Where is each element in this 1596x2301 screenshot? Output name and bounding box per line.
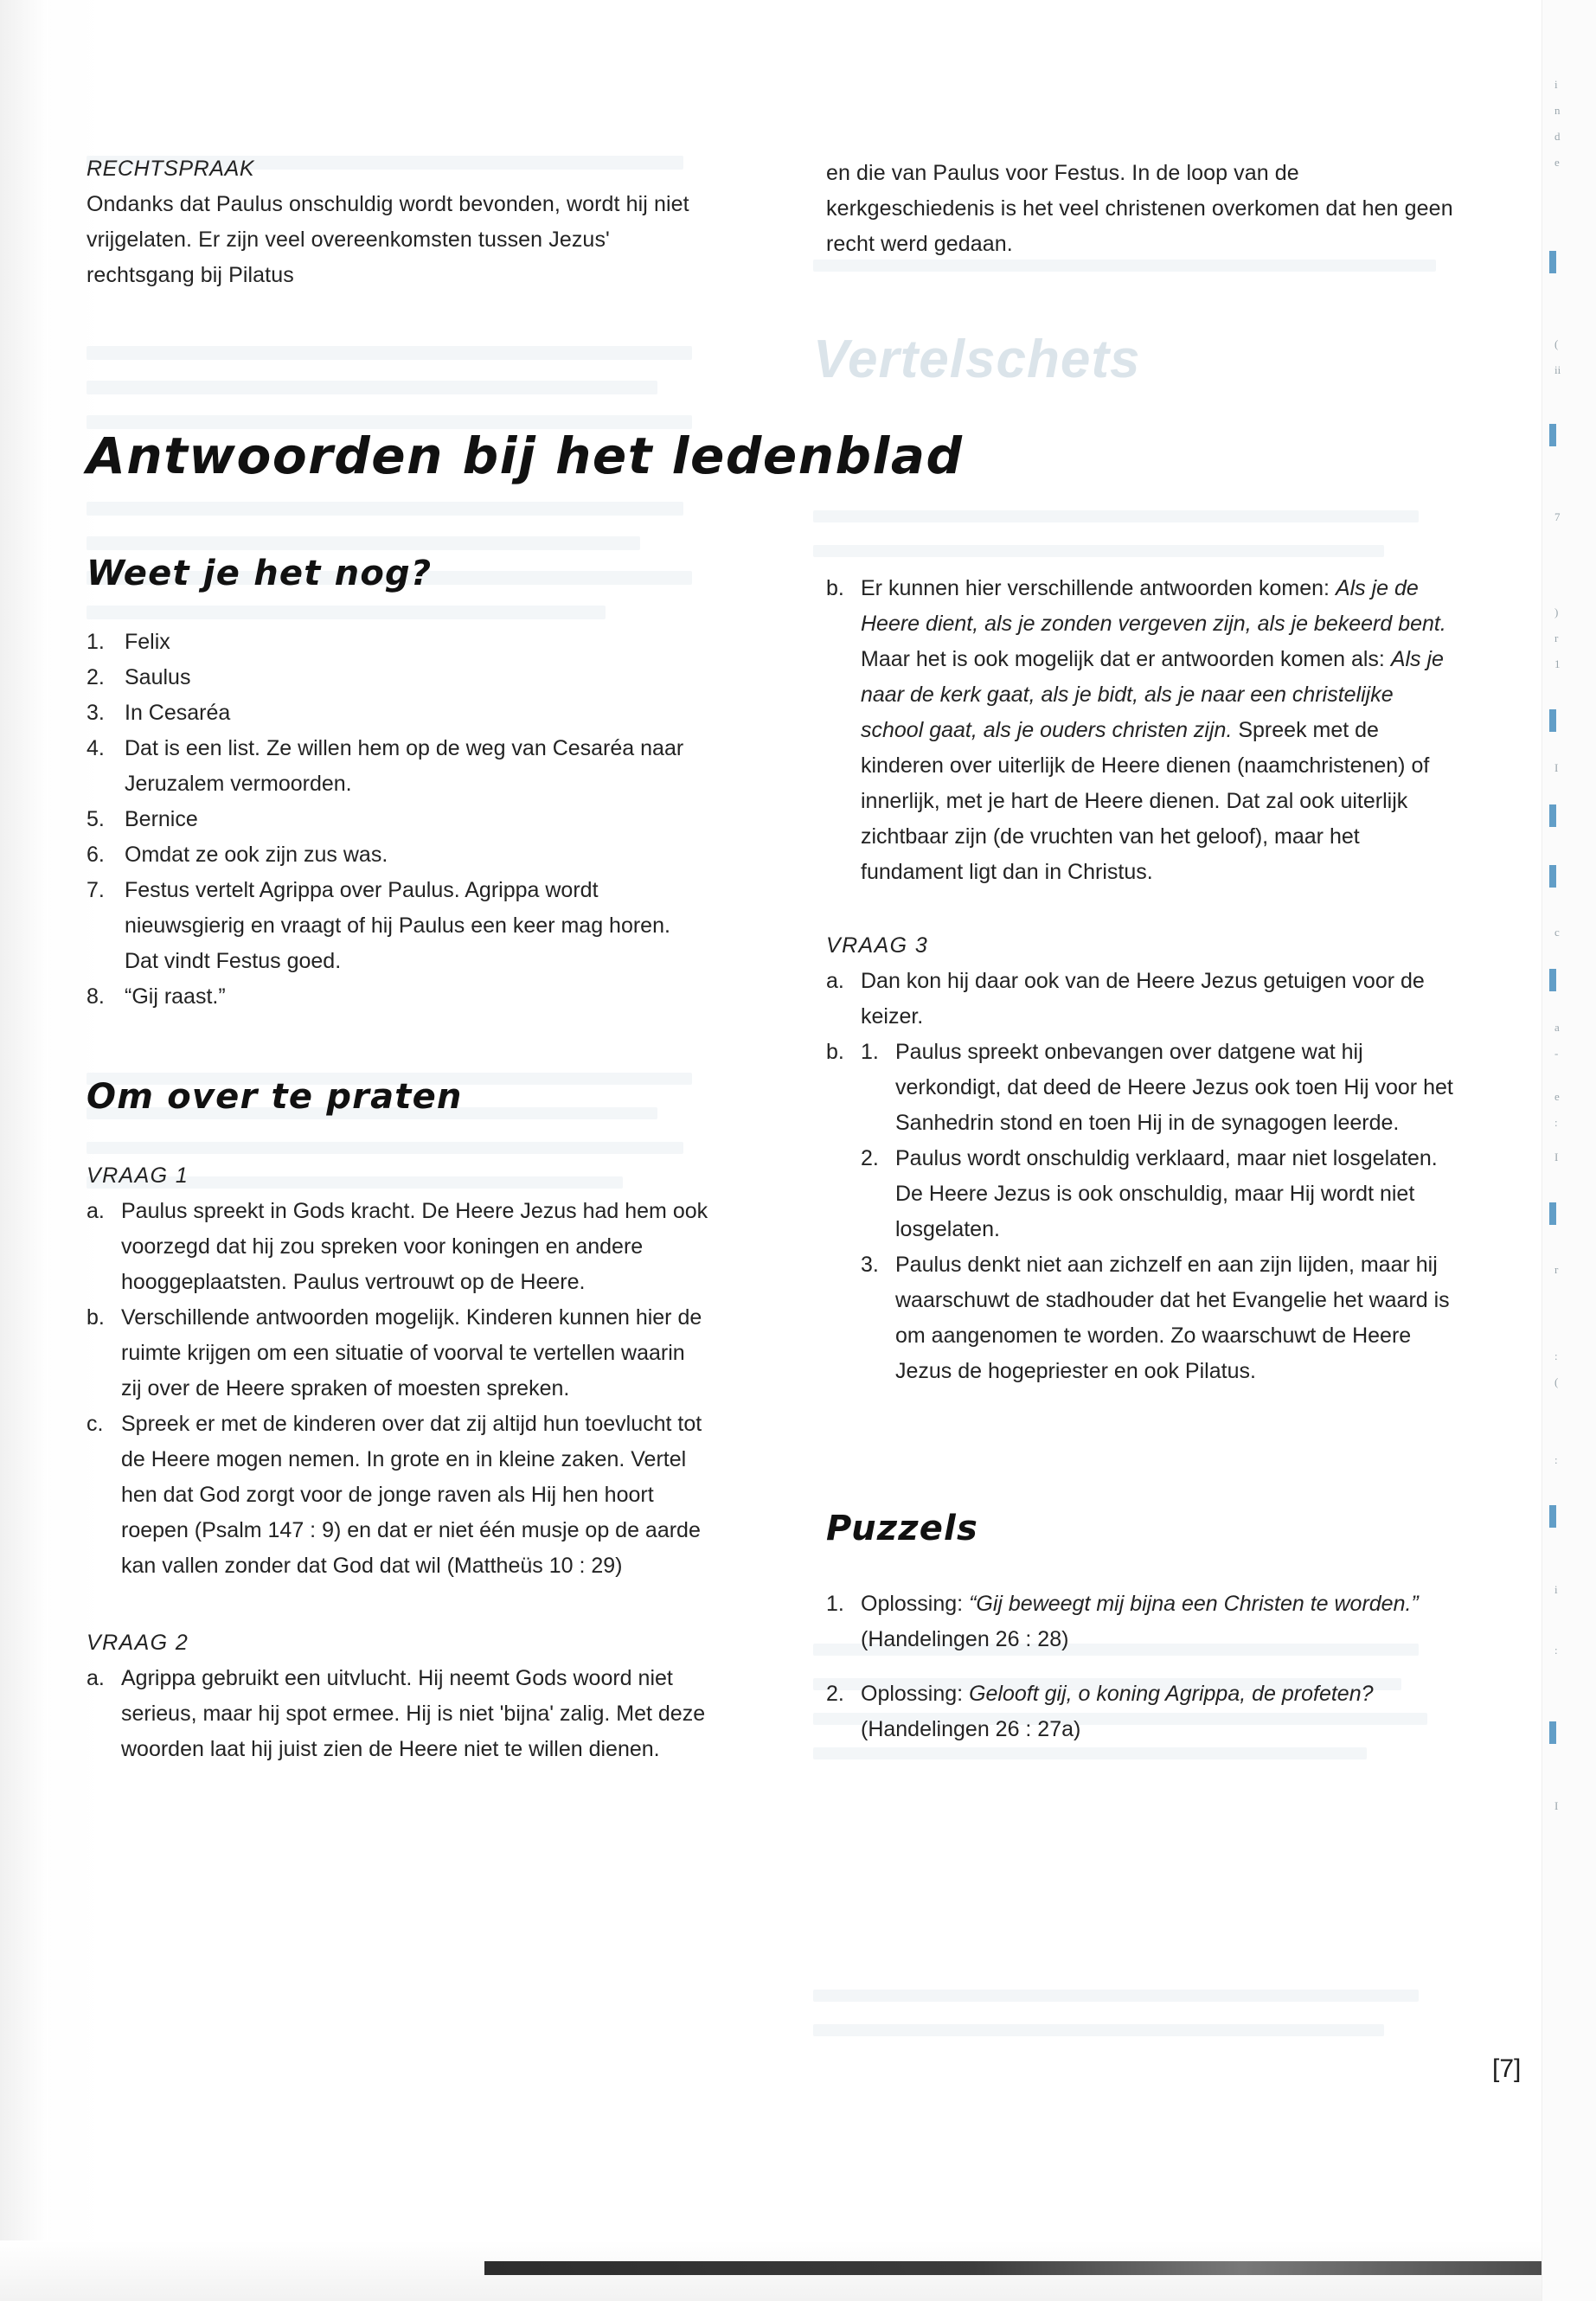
list-item xyxy=(87,731,709,802)
sub-list-marker: 1. xyxy=(861,1040,879,1064)
list-item xyxy=(87,873,709,979)
text-part-3: Spreek met de kinderen over uiterlijk de Heere dienen (naamchristenen) of innerlijk, met je hart de Heere dienen. Dat zal ook uiterlijk zichtbaar zijn (de vruchten van het geloof), maar het fundament ligt dan in Christus. xyxy=(861,718,1430,884)
solution-reference: (Handelingen 26 : 27a) xyxy=(861,1717,1081,1741)
sub-list-text: Paulus denkt niet aan zichzelf en aan zijn lijden, maar hij waarschuwt de stadhouder dat het Evangelie het waard is om aangenomen te worden. Zo waarschuwt de Heere Jezus de hogepriester en ook Pilatus. xyxy=(895,1253,1450,1383)
intro-kicker: RECHTSPRAAK xyxy=(87,157,255,181)
adjacent-page-strip: i n d e ( ii 7 ) r 1 I c a - e : I r : ( : i : I xyxy=(1542,0,1596,2301)
sub-list-marker: 3. xyxy=(861,1253,879,1277)
list-marker: b. xyxy=(87,1305,105,1330)
list-text: Dan kon hij daar ook van de Heere Jezus getuigen voor de keizer. xyxy=(861,969,1425,1029)
book-spine-shadow xyxy=(484,2261,1566,2275)
ghost-page-title: Vertelschets xyxy=(813,330,1141,389)
list-text: Spreek er met de kinderen over dat zij altijd hun toevlucht tot de Heere mogen nemen. In grote en in kleine zaken. Vertel hen dat God zorgt voor de jonge raven als Hij hen hoort roepen (Psalm 147 : 9) en dat er niet één musje op de aarde kan vallen zonder dat God dat wil (Mattheüs 10 : 29) xyxy=(121,1412,702,1578)
intro-left-column xyxy=(87,151,709,293)
list-text: Festus vertelt Agrippa over Paulus. Agrippa wordt nieuwsgierig en vraagt of hij Paulus een keer mag horen. Dat vindt Festus goed. xyxy=(125,878,670,973)
intro-right-paragraph: en die van Paulus voor Festus. In de loop van de kerkgeschiedenis is het veel christenen overkomen dat hen geen recht werd gedaan. xyxy=(826,161,1453,256)
list-marker: 1. xyxy=(87,630,105,654)
vraag-3-item-b xyxy=(826,1035,1458,1141)
list-text: Saulus xyxy=(125,665,191,689)
puzzels-list xyxy=(826,1586,1458,1747)
emphasis-2: Als je naar de kerk gaat, als je bidt, als je naar een christelijke school gaat, als je ouders christen zijn. xyxy=(861,647,1444,742)
list-text: Dat is een list. Ze willen hem op de weg van Cesaréa naar Jeruzalem vermoorden. xyxy=(125,736,684,796)
ghost-block xyxy=(87,381,657,394)
list-marker: b. xyxy=(826,1040,844,1064)
vraag-3-item-a xyxy=(826,964,1458,1035)
question-label-vraag-3: VRAAG 3 xyxy=(826,933,929,958)
ghost-block xyxy=(87,536,640,550)
list-text: Paulus spreekt in Gods kracht. De Heere Jezus had hem ook voorzegd dat hij zou spreken voor koningen en andere hooggeplaatsten. Paulus vertrouwt op de Heere. xyxy=(121,1199,708,1294)
section-title-om-over-te-praten: Om over te praten xyxy=(87,1077,463,1117)
sub-list-item xyxy=(861,1035,1458,1141)
sub-list-text: Paulus wordt onschuldig verklaard, maar niet losgelaten. De Heere Jezus is ook onschuldig, maar Hij wordt niet losgelaten. xyxy=(895,1146,1438,1241)
solution-quote: Gelooft gij, o koning Agrippa, de profeten? xyxy=(969,1682,1374,1706)
sub-list-item xyxy=(861,1141,1458,1247)
list-marker: a. xyxy=(87,1666,105,1690)
list-text: In Cesaréa xyxy=(125,701,231,725)
solution-prefix: Oplossing: xyxy=(861,1682,970,1706)
page-left-edge-shading xyxy=(0,0,48,2301)
intro-right-column xyxy=(826,156,1458,262)
list-marker: 2. xyxy=(826,1682,844,1706)
ghost-block xyxy=(87,346,692,360)
question-label-vraag-1: VRAAG 1 xyxy=(87,1163,189,1188)
list-text: Bernice xyxy=(125,807,198,831)
list-text xyxy=(861,1586,1458,1657)
vraag-2-item-b xyxy=(826,571,1458,890)
vraag-3-sublist xyxy=(861,1035,1458,1141)
list-marker: 5. xyxy=(87,807,105,831)
solution-reference: (Handelingen 26 : 28) xyxy=(861,1627,1069,1651)
list-marker: 8. xyxy=(87,984,105,1009)
list-marker: 3. xyxy=(87,701,105,725)
ghost-block xyxy=(813,2024,1384,2036)
list-item xyxy=(87,979,709,1015)
ghost-block xyxy=(813,1990,1419,2002)
list-marker: 1. xyxy=(826,1592,844,1616)
list-marker: a. xyxy=(87,1199,105,1223)
list-text: Agrippa gebruikt een uitvlucht. Hij neemt Gods woord niet serieus, maar hij spot ermee. Hij is niet 'bijna' zalig. Met deze woorden laat hij juist zien de Heere niet te willen dienen. xyxy=(121,1666,706,1761)
ghost-block xyxy=(813,510,1419,522)
solution-quote: “Gij beweegt mij bijna een Christen te worden.” xyxy=(969,1592,1419,1616)
list-marker: 2. xyxy=(87,665,105,689)
list-item xyxy=(87,660,709,695)
sub-list-text: Paulus spreekt onbevangen over datgene wat hij verkondigt, dat deed de Heere Jezus ook toen Hij voor het Sanhedrin stond en toen Hij in de synagogen leerde. xyxy=(895,1040,1453,1135)
list-item xyxy=(87,802,709,837)
ghost-block xyxy=(813,545,1384,557)
list-text: Felix xyxy=(125,630,170,654)
question-label-vraag-2: VRAAG 2 xyxy=(87,1631,189,1655)
list-text: Verschillende antwoorden mogelijk. Kinderen kunnen hier de ruimte krijgen om een situatie of voorval te vertellen waarin zij over de Heere spraken of moesten spreken. xyxy=(121,1305,702,1400)
list-item xyxy=(87,1300,709,1407)
list-marker: b. xyxy=(826,576,844,600)
list-marker: a. xyxy=(826,969,844,993)
text-part-1: Er kunnen hier verschillende antwoorden komen: xyxy=(861,576,1336,600)
emphasis-1: Als je de Heere dient, als je zonden vergeven zijn, als je bekeerd bent. xyxy=(861,576,1446,636)
section-title-puzzels: Puzzels xyxy=(826,1509,978,1548)
vraag-1-list xyxy=(87,1194,709,1584)
list-item xyxy=(87,625,709,660)
sub-list-item xyxy=(861,1247,1458,1389)
list-marker: 7. xyxy=(87,878,105,902)
left-column xyxy=(87,554,709,1767)
page-number: [7] xyxy=(1492,2054,1522,2083)
list-marker: 4. xyxy=(87,736,105,760)
list-item xyxy=(87,837,709,873)
list-item xyxy=(87,695,709,731)
list-item xyxy=(87,1407,709,1584)
list-text: Omdat ze ook zijn zus was. xyxy=(125,843,388,867)
sub-list-marker: 2. xyxy=(861,1146,879,1170)
solution-prefix: Oplossing: xyxy=(861,1592,970,1616)
ghost-block xyxy=(87,502,683,516)
intro-left-paragraph: Ondanks dat Paulus onschuldig wordt bevonden, wordt hij niet vrijgelaten. Er zijn veel overeenkomsten tussen Jezus' rechtsgang bij Pilatus xyxy=(87,192,689,287)
ghost-block xyxy=(813,1747,1367,1759)
list-text: “Gij raast.” xyxy=(125,984,226,1009)
weet-je-het-nog-list xyxy=(87,625,709,1015)
page-title: Antwoorden bij het ledenblad xyxy=(87,426,964,485)
list-item xyxy=(826,1586,1458,1657)
right-column xyxy=(826,571,1458,1747)
list-text xyxy=(861,1676,1458,1747)
section-title-weet-je-het-nog: Weet je het nog? xyxy=(87,554,433,593)
list-item xyxy=(87,1194,709,1300)
list-text xyxy=(861,571,1458,890)
list-marker: c. xyxy=(87,1412,104,1436)
list-marker: 6. xyxy=(87,843,105,867)
list-item xyxy=(826,1676,1458,1747)
text-part-2: Maar het is ook mogelijk dat er antwoorden komen als: xyxy=(861,647,1391,671)
list-item xyxy=(87,1661,709,1767)
vraag-2-list xyxy=(87,1661,709,1767)
